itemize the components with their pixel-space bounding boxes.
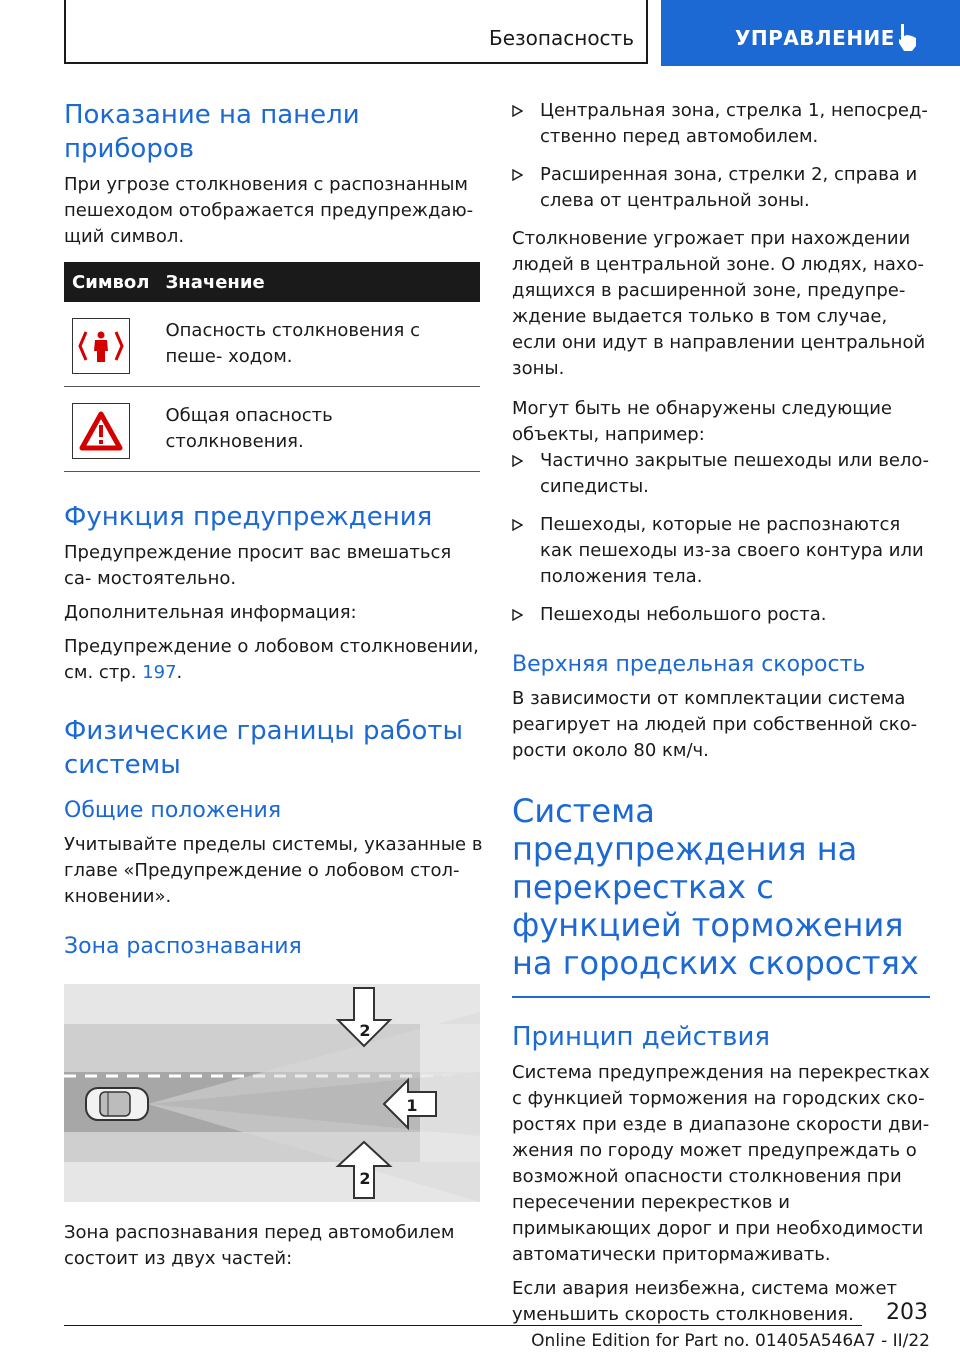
heading-principle: Принцип действия bbox=[512, 1022, 770, 1052]
para-instrument-panel: При угрозе столкновения с распознанным пешеходом отображается предупреждаю- щий символ. bbox=[64, 174, 474, 247]
arrow-2-bottom-label: 2 bbox=[359, 1169, 371, 1188]
page-number: 203 bbox=[886, 1300, 928, 1325]
heading-detection-zone: Зона распознавания bbox=[64, 934, 302, 959]
heading-speed-limit: Верхняя предельная скорость bbox=[512, 652, 866, 677]
symbol-table bbox=[64, 262, 480, 472]
hand-pointer-icon bbox=[896, 22, 918, 52]
list-item: Пешеходы, которые не распознаются как пешеходы из-за своего контура или положения тела. bbox=[512, 512, 930, 590]
bullet-triangle-icon bbox=[512, 169, 523, 181]
bullet-triangle-icon bbox=[512, 609, 523, 621]
table-header-symbol: Символ bbox=[64, 262, 157, 302]
meaning-text: Общая опасность столкновения. bbox=[157, 387, 480, 472]
header-section-title: Безопасность bbox=[489, 26, 634, 50]
list-item: Частично закрытые пешеходы или вело- сипедисты. bbox=[512, 448, 930, 500]
para-warning-1: Предупреждение просит вас вмешаться са- мостоятельно. bbox=[64, 542, 452, 589]
symbol-box bbox=[72, 318, 130, 374]
page-link-197[interactable]: 197 bbox=[142, 662, 177, 683]
para-warning-3: Предупреждение о лобовом столкновении, см. стр. 197. bbox=[64, 636, 479, 683]
para-warning-2: Дополнительная информация: bbox=[64, 602, 357, 623]
list-item: Пешеходы небольшого роста. bbox=[512, 602, 930, 628]
warning-triangle-icon bbox=[79, 411, 123, 451]
list-item: Расширенная зона, стрелки 2, справа и слева от центральной зоны. bbox=[512, 162, 930, 214]
para-undetected: Могут быть не обнаружены следующие объекты, например: bbox=[512, 398, 892, 445]
bullet-triangle-icon bbox=[512, 105, 523, 117]
table-header-meaning: Значение bbox=[157, 262, 480, 302]
table-row bbox=[64, 302, 480, 387]
pedestrian-warning-icon bbox=[78, 326, 124, 366]
detection-zone-diagram bbox=[64, 984, 480, 1202]
heading-divider bbox=[512, 996, 930, 998]
heading-intersection-system: Система предупреждения на перекрестках с функцией торможения на городских скоростях bbox=[512, 792, 919, 982]
header-chapter-tab[interactable] bbox=[661, 0, 960, 66]
heading-warning-function: Функция предупреждения bbox=[64, 502, 433, 532]
para-principle-1: Система предупреждения на перекрестках с функцией торможения на городских ско- ростях при езде в диапазоне скорости дви- жения по городу может предупреждать о возможной опасности столкновения при пересечении перекрестков и примыкающих дорог и при необходимости автоматически притормаживать. bbox=[512, 1062, 930, 1265]
objects-bullet-list bbox=[512, 448, 930, 628]
para-zone: Зона распознавания перед автомобилем состоит из двух частей: bbox=[64, 1222, 455, 1269]
car-top-view bbox=[86, 1088, 148, 1120]
left-column bbox=[64, 98, 484, 1272]
arrow-2-top-label: 2 bbox=[359, 1021, 371, 1040]
arrow-1-label: 1 bbox=[406, 1096, 418, 1115]
bullet-triangle-icon bbox=[512, 519, 523, 531]
para-general: Учитывайте пределы системы, указанные в главе «Предупреждение о лобовом стол- кновении». bbox=[64, 834, 483, 907]
list-item: Центральная зона, стрелка 1, непосред- ственно перед автомобилем. bbox=[512, 98, 930, 150]
heading-instrument-panel: Показание на панели приборов bbox=[64, 100, 360, 164]
header-section-box bbox=[64, 0, 648, 64]
table-row bbox=[64, 387, 480, 472]
header-chapter-label: УПРАВЛЕНИЕ bbox=[735, 26, 895, 50]
footer-divider bbox=[64, 1325, 862, 1326]
symbol-box bbox=[72, 403, 130, 459]
footer-edition: Online Edition for Part no. 01405A546A7 - II/22 bbox=[531, 1331, 930, 1351]
para-speed: В зависимости от комплектации система реагирует на людей при собственной ско- рости около 80 км/ч. bbox=[512, 688, 918, 761]
bullet-triangle-icon bbox=[512, 455, 523, 467]
meaning-text: Опасность столкновения с пеше- ходом. bbox=[157, 302, 480, 387]
right-column bbox=[512, 98, 930, 1328]
zone-bullet-list bbox=[512, 98, 930, 214]
heading-system-limits: Физические границы работы системы bbox=[64, 716, 464, 780]
heading-general: Общие положения bbox=[64, 798, 282, 823]
para-principle-2: Если авария неизбежна, система может уменьшить скорость столкновения. bbox=[512, 1278, 898, 1325]
para-collision: Столкновение угрожает при нахождении людей в центральной зоне. О людях, нахо- дящихся в расширенной зоне, предупре- ждение выдается только в том случае, если они идут в направлении центральной зоны. bbox=[512, 228, 926, 379]
